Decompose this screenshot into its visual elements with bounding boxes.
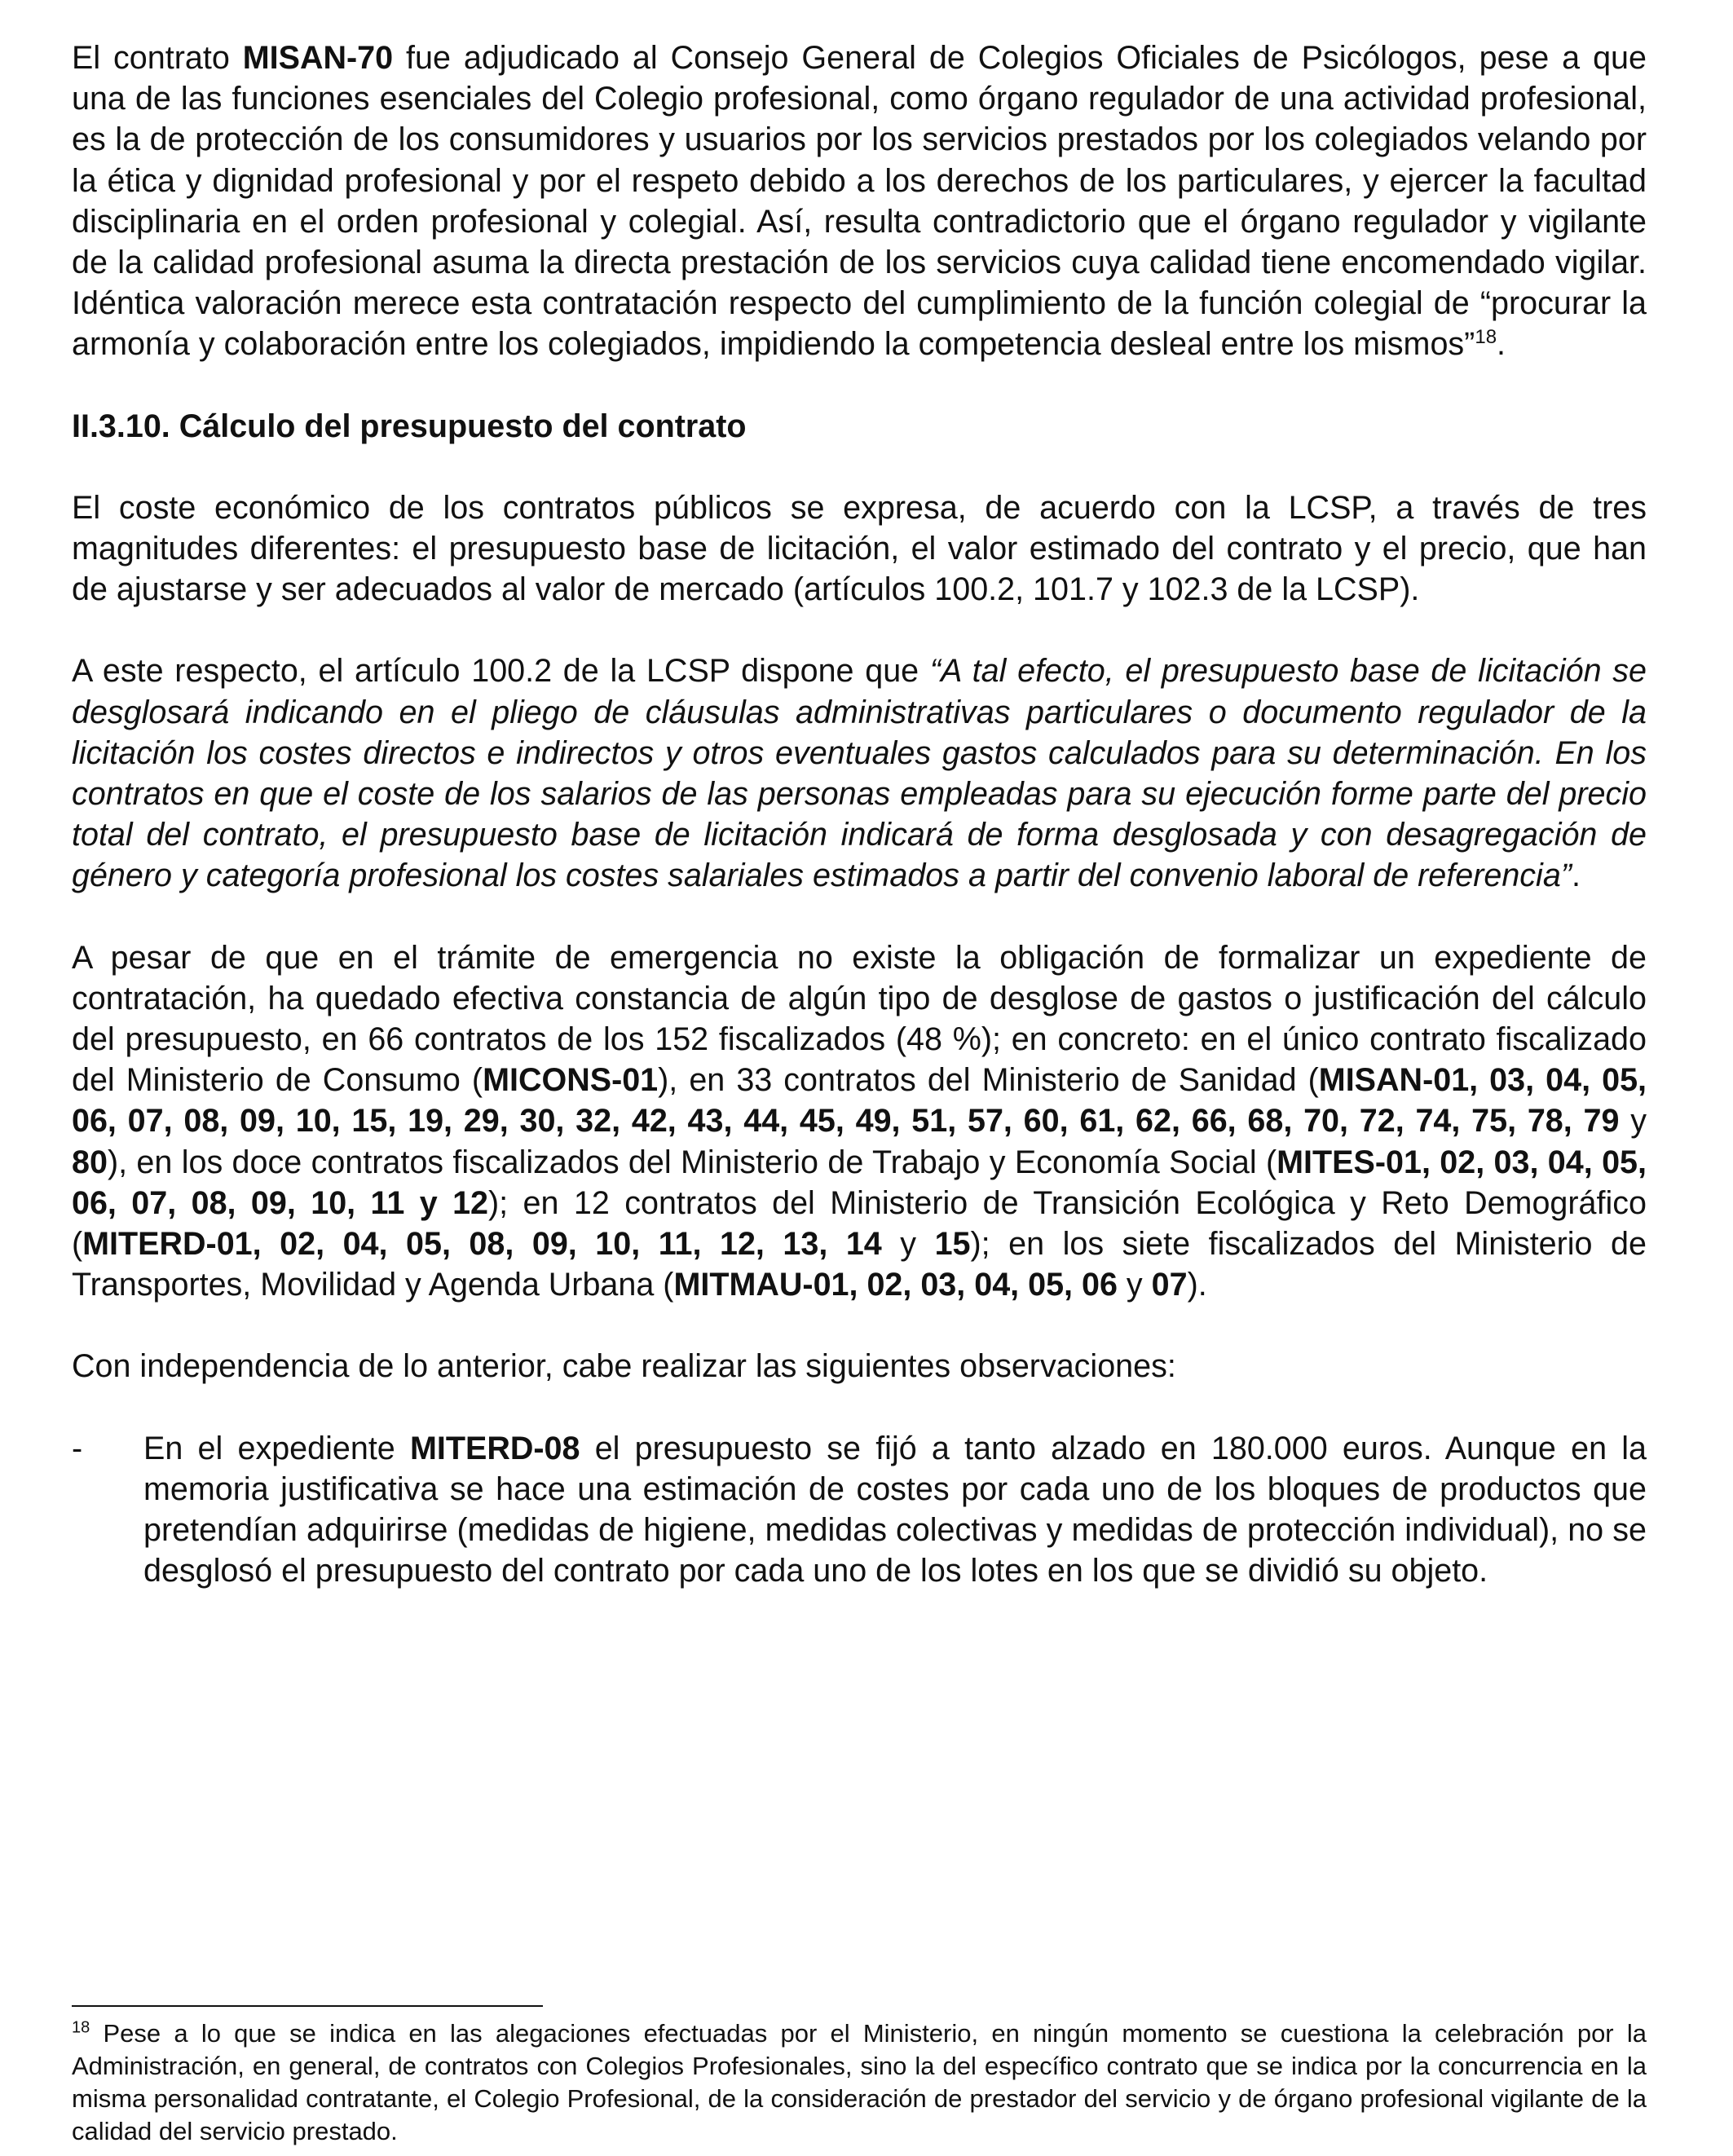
footnote-ref[interactable]: 18 [1475, 326, 1497, 349]
contract-code: MITERD-08 [409, 1430, 580, 1466]
text-run: A pesar de que en el trámite de emergencia no existe la obligación de formalizar un expediente de contratación, ha quedado efectiva constancia de algún tipo de desglose de gastos o justificación del cálculo del presupuesto, en 66 contratos de los 152 fiscalizados (48 %); en concreto: en el único contrato fiscalizado del Ministerio de Consumo ( [72, 939, 1647, 1099]
text-run: el presupuesto se fijó a tanto alzado en 180.000 euros. Aunque en la memoria justificativa se hace una estimación de costes por cada uno de los bloques de productos que pretendían adquirirse (medidas de higiene, medidas colectivas y medidas de protección individual), no se desglosó el presupuesto del contrato por cada uno de los lotes en los que se dividió su objeto. [143, 1430, 1647, 1589]
text-run: A este respecto, el artículo 100.2 de la LCSP dispone que [72, 653, 930, 690]
contract-code: 15 [934, 1226, 971, 1263]
paragraph-articulo [72, 650, 1647, 896]
footnote [72, 2017, 1647, 2148]
text-run: ), en 33 contratos del Ministerio de Sanidad ( [658, 1062, 1319, 1099]
legal-quote: “A tal efecto, el presupuesto base de licitación se desglosará indicando en el pliego de cláusulas administrativas particulares o documento regulador de la licitación los costes directos e indirectos y otros eventuales gastos calculados para su determinación. En los contratos en que el coste de los salarios de las personas empleadas para su ejecución forme parte del precio total del contrato, el presupuesto base de licitación indicará de forma desglosada y con desagregación de género y categoría profesional los costes salariales estimados a partir del convenio laboral de referencia” [72, 653, 1647, 894]
text-run: ); en 12 contratos del Ministerio de Transición Ecológica y Reto Demográfico ( [72, 1184, 1647, 1263]
text-run: ), en los doce contratos fiscalizados del Ministerio de Trabajo y Economía Social ( [107, 1144, 1277, 1180]
footnote-text: Pese a lo que se indica en las alegaciones efectuadas por el Ministerio, en ningún momento se cuestiona la celebración por la Administración, en general, de contratos con Colegios Profesionales, sino la del específico contrato que se indica por la concurrencia en la misma personalidad contratante, el Colegio Profesional, de la consideración de prestador del servicio y de órgano profesional vigilante de la calidad del servicio prestado. [72, 2019, 1647, 2145]
text-run: fue adjudicado al Consejo General de Colegios Oficiales de Psicólogos, pese a que una de las funciones esenciales del Colegio profesional, como órgano regulador de una actividad profesional, es la de protección de los consumidores y usuarios por los servicios prestados por los colegiados velando por la ética y dignidad profesional y por el respeto debido a los derechos de los particulares, y ejercer la facultad disciplinaria en el orden profesional y colegial. Así, resulta contradictorio que el órgano regulador y vigilante de la calidad profesional asuma la directa prestación de los servicios cuya calidad tiene encomendado vigilar. Idéntica valoración merece esta contratación respecto del cumplimiento de la función colegial de “procurar la armonía y colaboración entre los colegiados, impidiendo la competencia desleal entre los mismos” [72, 40, 1647, 363]
contract-code: MITMAU-01, 02, 03, 04, 05, 06 [673, 1267, 1118, 1303]
paragraph-desglose [72, 937, 1647, 1306]
contract-code: MISAN-70 [242, 40, 394, 76]
section-heading: II.3.10. Cálculo del presupuesto del contrato [72, 408, 747, 444]
paragraph-misan70 [72, 37, 1647, 365]
list-bullet: - [72, 1430, 83, 1466]
paragraph-coste: El coste económico de los contratos públicos se expresa, de acuerdo con la LCSP, a través de tres magnitudes diferentes: el presupuesto base de licitación, el valor estimado del contrato y el precio, que han de ajustarse y ser adecuados al valor de mercado (artículos 100.2, 101.7 y 102.3 de la LCSP). [72, 489, 1647, 608]
text-run: El contrato [72, 40, 243, 76]
text-run: y [1619, 1103, 1647, 1140]
text-run: ); en los siete fiscalizados del Ministerio de Transportes, Movilidad y Agenda Urbana ( [72, 1226, 1647, 1303]
list-item-text [143, 1428, 1647, 1592]
document-body [72, 37, 1647, 1592]
text-run: y [881, 1226, 935, 1263]
contract-code: 80 [72, 1144, 108, 1180]
contract-code: 07 [1151, 1267, 1188, 1303]
footnote-number: 18 [72, 2018, 90, 2037]
footnote-divider [72, 2005, 543, 2007]
text-run: En el expediente [143, 1430, 410, 1466]
paragraph-observaciones: Con independencia de lo anterior, cabe realizar las siguientes observaciones: [72, 1348, 1176, 1385]
text-run: ). [1187, 1267, 1207, 1303]
contract-code: MITES-01, 02, 03, 04, 05, 06, 07, 08, 09, 10, 11 y 12 [72, 1144, 1647, 1221]
text-run: . [1497, 326, 1506, 363]
list-item [72, 1428, 1647, 1592]
contract-code: MICONS-01 [483, 1062, 659, 1099]
text-run: . [1571, 858, 1581, 894]
contract-code: MISAN-01, 03, 04, 05, 06, 07, 08, 09, 10, 15, 19, 29, 30, 32, 42, 43, 44, 45, 49, 51, 57, 60, 61, 62, 66, 68, 70, 72, 74, 75, 78, 79 [72, 1062, 1647, 1140]
text-run: y [1117, 1267, 1152, 1303]
contract-code: MITERD-01, 02, 04, 05, 08, 09, 10, 11, 12, 13, 14 [82, 1226, 882, 1263]
